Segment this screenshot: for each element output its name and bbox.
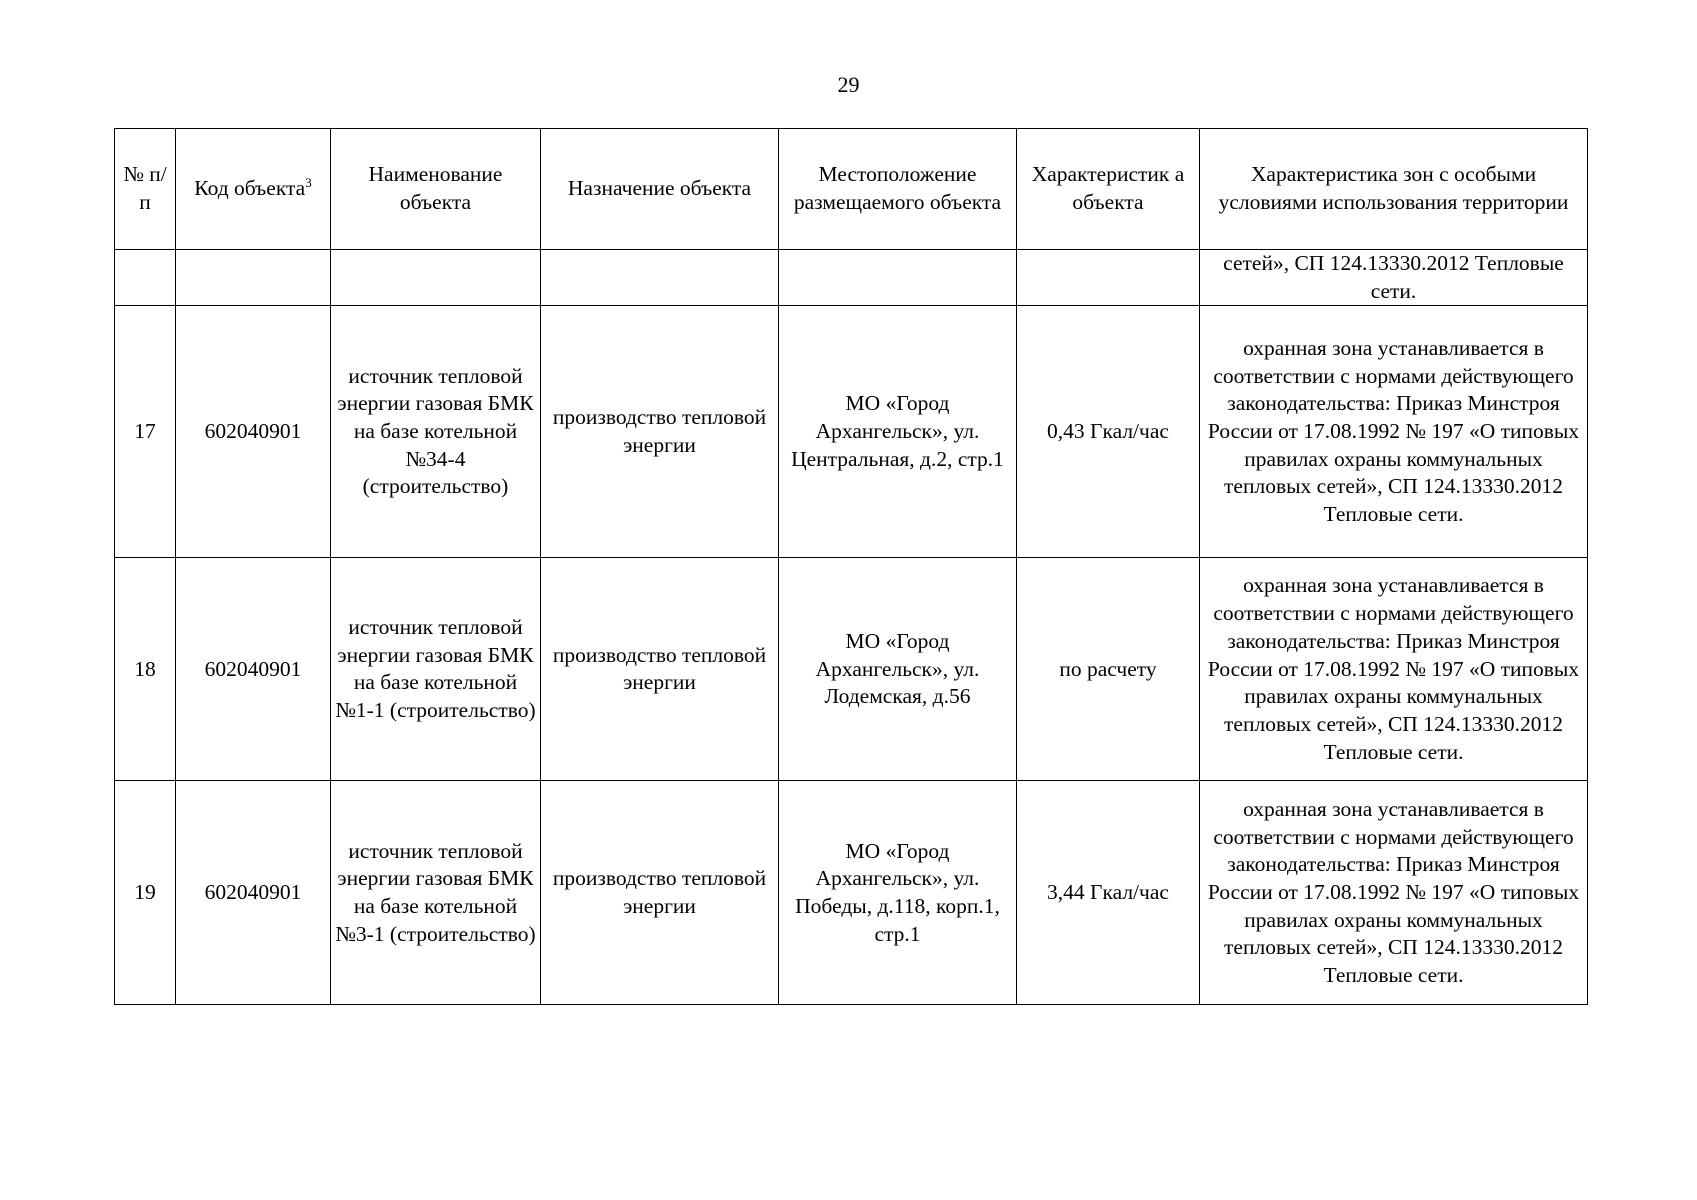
cell-characteristic: 3,44 Гкал/час xyxy=(1017,781,1200,1005)
table-row xyxy=(115,558,1588,781)
header-name: Наименование объекта xyxy=(331,129,541,250)
cell-purpose: производство тепловой энергии xyxy=(541,558,779,781)
page-number: 29 xyxy=(837,72,860,97)
cell-location: МО «Город Архангельск», ул. Центральная, д.2, стр.1 xyxy=(779,306,1017,558)
cell-location: МО «Город Архангельск», ул. Лодемская, д.56 xyxy=(779,558,1017,781)
header-code: Код объекта$^3$ xyxy=(176,129,331,250)
table-row xyxy=(115,781,1588,1005)
cell-empty xyxy=(779,250,1017,306)
cell-name: источник тепловой энергии газовая БМК на базе котельной №34-4 (строительство) xyxy=(331,306,541,558)
cell-purpose: производство тепловой энергии xyxy=(541,781,779,1005)
cell-zone: сетей», СП 124.13330.2012 Тепловые сети. xyxy=(1200,250,1588,306)
cell-code: 602040901 xyxy=(176,781,331,1005)
cell-empty xyxy=(115,250,176,306)
cell-name: источник тепловой энергии газовая БМК на базе котельной №1-1 (строительство) xyxy=(331,558,541,781)
cell-location: МО «Город Архангельск», ул. Победы, д.118, корп.1, стр.1 xyxy=(779,781,1017,1005)
cell-num: 19 xyxy=(115,781,176,1005)
cell-code: 602040901 xyxy=(176,306,331,558)
cell-code: 602040901 xyxy=(176,558,331,781)
cell-zone: охранная зона устанавливается в соответствии с нормами действующего законодательства: Приказ Минстроя России от 17.08.1992 № 197 «О типовых правилах охраны коммунальных тепловых сетей», СП 124.13330.2012 Тепловые сети. xyxy=(1200,558,1588,781)
cell-empty xyxy=(1017,250,1200,306)
objects-table xyxy=(114,128,1588,1005)
table-row xyxy=(115,306,1588,558)
cell-num: 17 xyxy=(115,306,176,558)
cell-num: 18 xyxy=(115,558,176,781)
header-purpose: Назначение объекта xyxy=(541,129,779,250)
cell-name: источник тепловой энергии газовая БМК на базе котельной №3-1 (строительство) xyxy=(331,781,541,1005)
cell-zone: охранная зона устанавливается в соответствии с нормами действующего законодательства: Приказ Минстроя России от 17.08.1992 № 197 «О типовых правилах охраны коммунальных тепловых сетей», СП 124.13330.2012 Тепловые сети. xyxy=(1200,781,1588,1005)
cell-zone: охранная зона устанавливается в соответствии с нормами действующего законодательства: Приказ Минстроя России от 17.08.1992 № 197 «О типовых правилах охраны коммунальных тепловых сетей», СП 124.13330.2012 Тепловые сети. xyxy=(1200,306,1588,558)
header-zone: Характеристика зон с особыми условиями использования территории xyxy=(1200,129,1588,250)
header-num: № п/п xyxy=(115,129,176,250)
header-characteristic: Характеристик а объекта xyxy=(1017,129,1200,250)
table-row-continuation xyxy=(115,250,1588,306)
cell-purpose: производство тепловой энергии xyxy=(541,306,779,558)
header-location: Местоположение размещаемого объекта xyxy=(779,129,1017,250)
cell-characteristic: 0,43 Гкал/час xyxy=(1017,306,1200,558)
cell-characteristic: по расчету xyxy=(1017,558,1200,781)
cell-empty xyxy=(331,250,541,306)
footnote-marker: 3 xyxy=(305,174,312,190)
table-header-row xyxy=(115,129,1588,250)
cell-empty xyxy=(541,250,779,306)
cell-empty xyxy=(176,250,331,306)
